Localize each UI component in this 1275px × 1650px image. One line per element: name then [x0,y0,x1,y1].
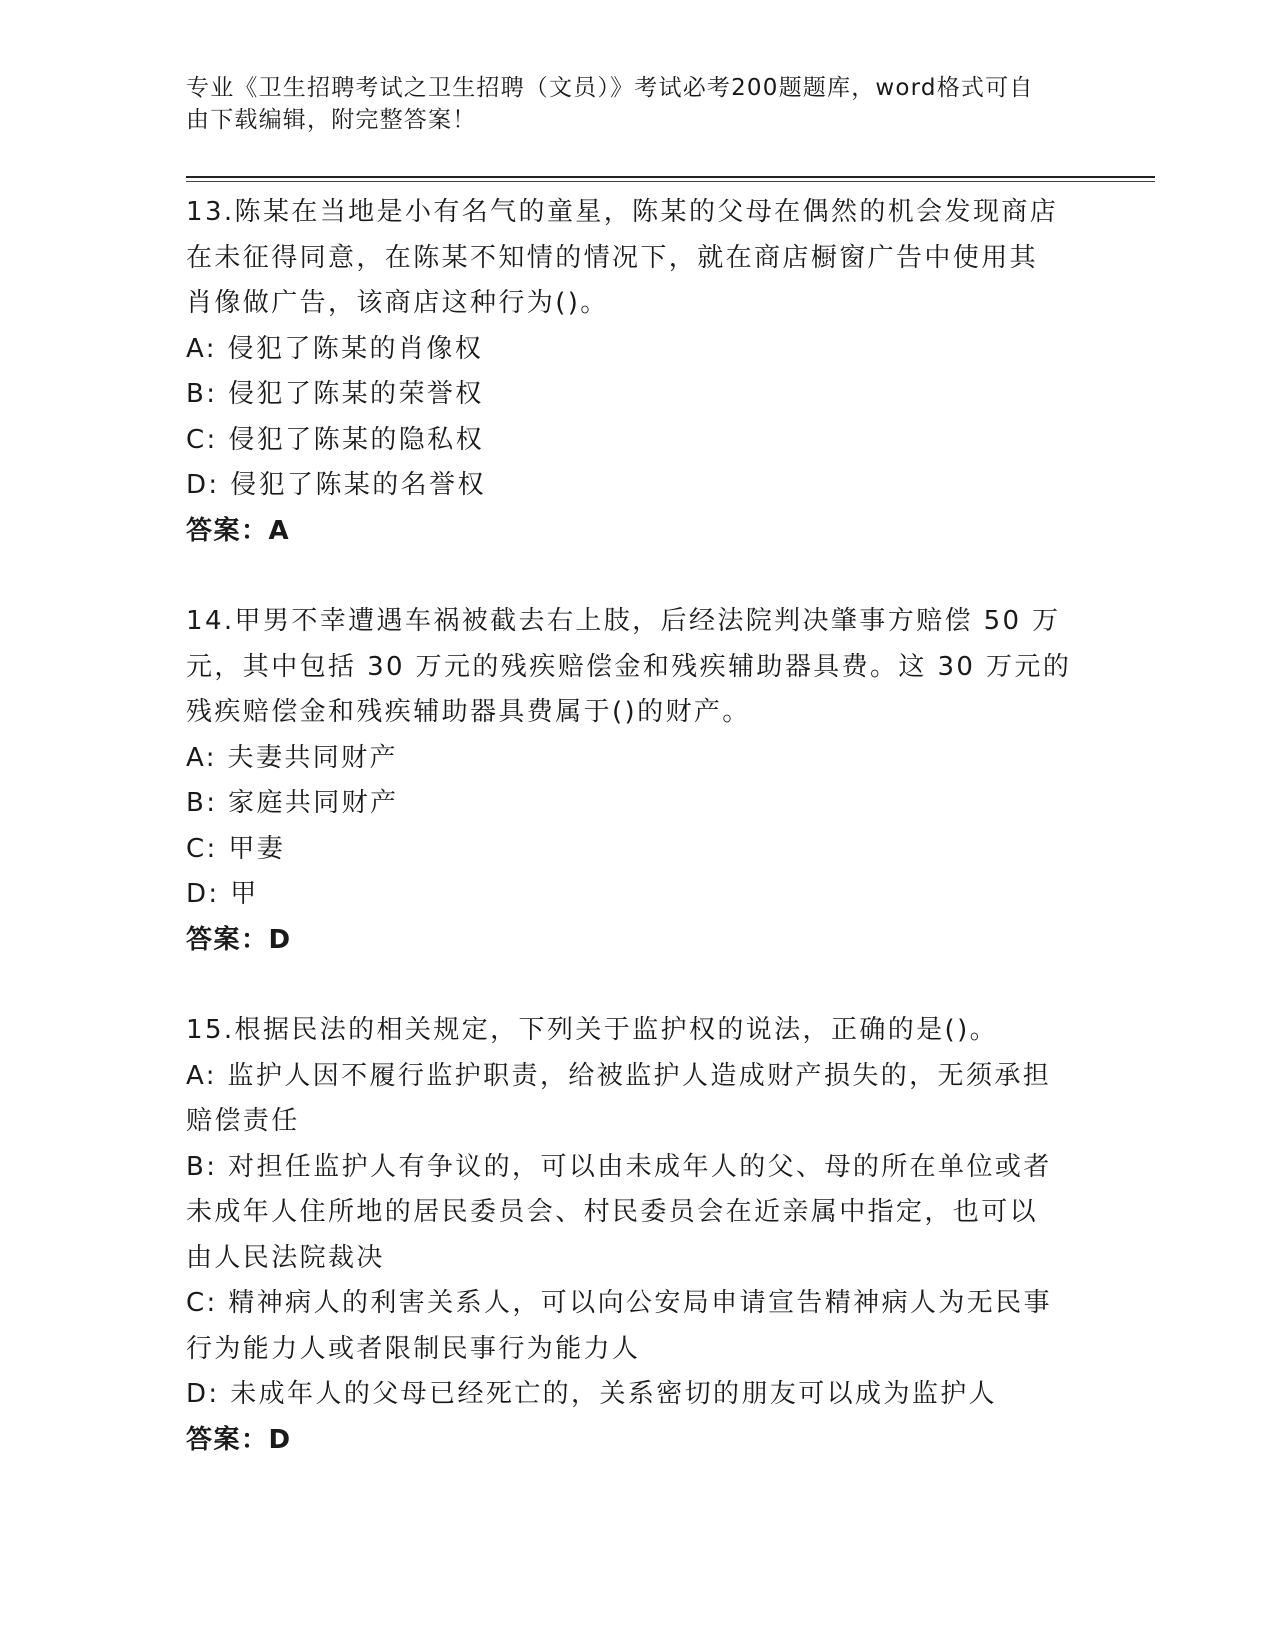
document-header [186,72,1066,136]
option-line: B: 侵犯了陈某的荣誉权 [186,379,484,409]
option-line: A: 夫妻共同财产 [186,742,398,773]
question-stem-line: 在未征得同意，在陈某不知情的情况下，就在商店橱窗广告中使用其 [186,242,1039,273]
question-list [186,190,1086,1508]
answer-line: 答案：D [186,1424,292,1455]
question-block [186,1008,1086,1463]
question-block [186,190,1086,554]
option-line: A: 监护人因不履行监护职责，给被监护人造成财产损失的，无须承担 [186,1060,1052,1091]
answer-line: 答案：D [186,924,292,955]
question-stem-line: 肖像做广告，该商店这种行为()。 [186,288,609,318]
option-line: B: 对担任监护人有争议的，可以由未成年人的父、母的所在单位或者 [186,1151,1052,1182]
option-line: C: 甲妻 [186,833,286,864]
header-line: 专业《卫生招聘考试之卫生招聘（文员）》考试必考200题题库，word格式可自 [186,75,1034,101]
header-line: 由下载编辑，附完整答案！ [186,107,477,133]
question-stem-line: 15.根据民法的相关规定，下列关于监护权的说法，正确的是()。 [186,1015,999,1045]
option-line: 由人民法院裁决 [186,1242,385,1273]
question-stem-line: 元，其中包括 30 万元的残疾赔偿金和残疾辅助器具费。这 30 万元的 [186,651,1072,682]
question-stem-line: 13.陈某在当地是小有名气的童星，陈某的父母在偶然的机会发现商店 [186,197,1059,227]
answer-line: 答案：A [186,515,291,546]
question-stem-line: 残疾赔偿金和残疾辅助器具费属于()的财产。 [186,697,751,727]
header-divider [186,176,1155,178]
question-stem-line: 14.甲男不幸遭遇车祸被截去右上肢，后经法院判决肇事方赔偿 50 万 [186,606,1061,636]
option-line: C: 精神病人的利害关系人，可以向公安局申请宣告精神病人为无民事 [186,1288,1052,1318]
option-line: 行为能力人或者限制民事行为能力人 [186,1333,641,1364]
option-line: D: 侵犯了陈某的名誉权 [186,470,486,500]
option-line: B: 家庭共同财产 [186,788,399,818]
option-line: D: 甲 [186,879,259,909]
option-line: 赔偿责任 [186,1106,300,1136]
option-line: C: 侵犯了陈某的隐私权 [186,424,484,455]
option-line: 未成年人住所地的居民委员会、村民委员会在近亲属中指定，也可以 [186,1197,1039,1227]
option-line: A: 侵犯了陈某的肖像权 [186,333,484,364]
option-line: D: 未成年人的父母已经死亡的，关系密切的朋友可以成为监护人 [186,1379,998,1409]
header-divider-thin [186,181,1155,182]
question-block [186,599,1086,963]
